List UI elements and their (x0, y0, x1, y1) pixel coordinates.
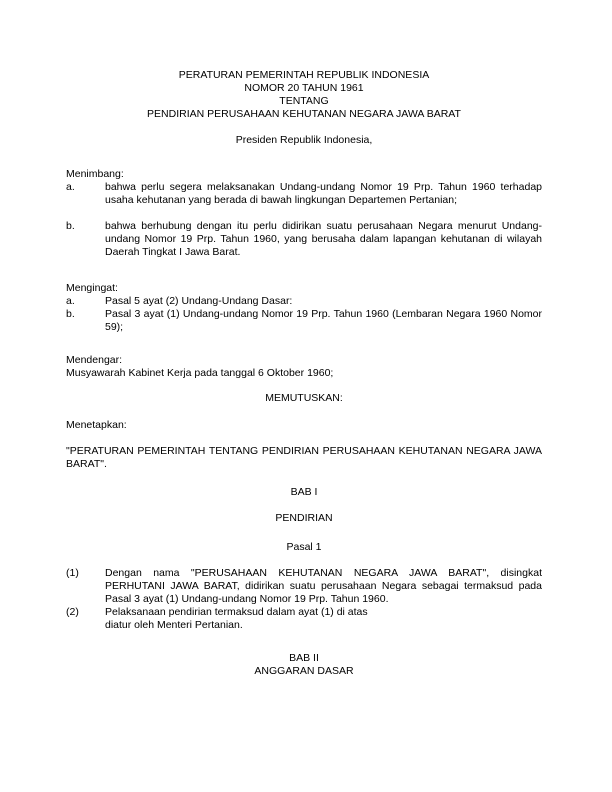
title-line-4: PENDIRIAN PERUSAHAAN KEHUTANAN NEGARA JAWA BARAT (147, 108, 461, 120)
bab2-heading: BAB II (289, 652, 319, 664)
list-item (66, 295, 542, 308)
list-text-line-1: Pelaksanaan pendirian termaksud dalam ayat (1) di atas (105, 606, 368, 618)
pasal1-heading: Pasal 1 (286, 541, 322, 553)
list-item (66, 220, 542, 259)
menimbang-section (66, 168, 542, 259)
title-line-2: NOMOR 20 TAHUN 1961 (244, 82, 364, 94)
document-title (66, 69, 542, 121)
list-item (66, 181, 542, 207)
title-line-1: PERATURAN PEMERINTAH REPUBLIK INDONESIA (178, 69, 430, 81)
spacer (66, 554, 542, 567)
list-item (66, 606, 542, 632)
spacer (66, 380, 542, 392)
spacer (66, 432, 542, 445)
mendengar-text: Musyawarah Kabinet Kerja pada tanggal 6 Oktober 1960; (66, 367, 334, 379)
salutation: Presiden Republik Indonesia, (235, 134, 373, 146)
list-item (66, 308, 542, 334)
list-text-line-2: diatur oleh Menteri Pertanian. (105, 619, 243, 631)
spacer (66, 259, 542, 282)
menetapkan-label: Menetapkan: (66, 419, 127, 431)
list-marker: (2) (66, 606, 79, 618)
list-marker: b. (66, 308, 75, 320)
mengingat-section (66, 282, 542, 334)
bab1-subheading: PENDIRIAN (275, 512, 333, 524)
list-marker: a. (66, 181, 75, 193)
menimbang-label: Menimbang: (66, 168, 124, 180)
pasal1-section (66, 567, 542, 632)
mendengar-section (66, 354, 542, 380)
spacer (66, 121, 542, 134)
title-line-3: TENTANG (279, 95, 329, 107)
list-text (105, 606, 542, 632)
spacer (66, 147, 542, 168)
list-marker: a. (66, 295, 75, 307)
spacer (66, 334, 542, 354)
bab2-subheading: ANGGARAN DASAR (254, 665, 354, 677)
spacer (66, 632, 542, 652)
spacer (66, 499, 542, 512)
mendengar-label: Mendengar: (66, 354, 123, 366)
menetapkan-text: "PERATURAN PEMERINTAH TENTANG PENDIRIAN PERUSAHAAN KEHUTANAN NEGARA JAWA BARAT". (66, 445, 542, 470)
spacer (66, 471, 542, 486)
list-text: Dengan nama "PERUSAHAAN KEHUTANAN NEGARA JAWA BARAT", disingkat PERHUTANI JAWA BARAT, didirikan suatu perusahaan Negara sebagai termaksud pada Pasal 3 ayat (1) Undang-undang Nomor 19 Prp. Tahun 1960. (105, 567, 542, 605)
list-text: bahwa perlu segera melaksanakan Undang-undang Nomor 19 Prp. Tahun 1960 terhadap usaha kehutanan yang berada di bawah lingkungan Departemen Pertanian; (105, 181, 542, 206)
list-marker: (1) (66, 567, 79, 579)
bab1-heading: BAB I (290, 486, 318, 498)
list-text: bahwa berhubung dengan itu perlu didirikan suatu perusahaan Negara menurut Undang-undang Nomor 19 Prp. Tahun 1960, yang berusaha dalam lapangan kehutanan di wilayah Daerah Tingkat I Jawa Barat. (105, 220, 542, 258)
list-text: Pasal 5 ayat (2) Undang-Undang Dasar: (105, 295, 293, 307)
list-marker: b. (66, 220, 75, 232)
spacer (66, 405, 542, 419)
memutuskan-heading: MEMUTUSKAN: (265, 392, 343, 404)
mengingat-label: Mengingat: (66, 282, 118, 294)
spacer (66, 525, 542, 541)
list-item (66, 567, 542, 606)
list-text: Pasal 3 ayat (1) Undang-undang Nomor 19 Prp. Tahun 1960 (Lembaran Negara 1960 Nomor 59); (105, 308, 542, 333)
